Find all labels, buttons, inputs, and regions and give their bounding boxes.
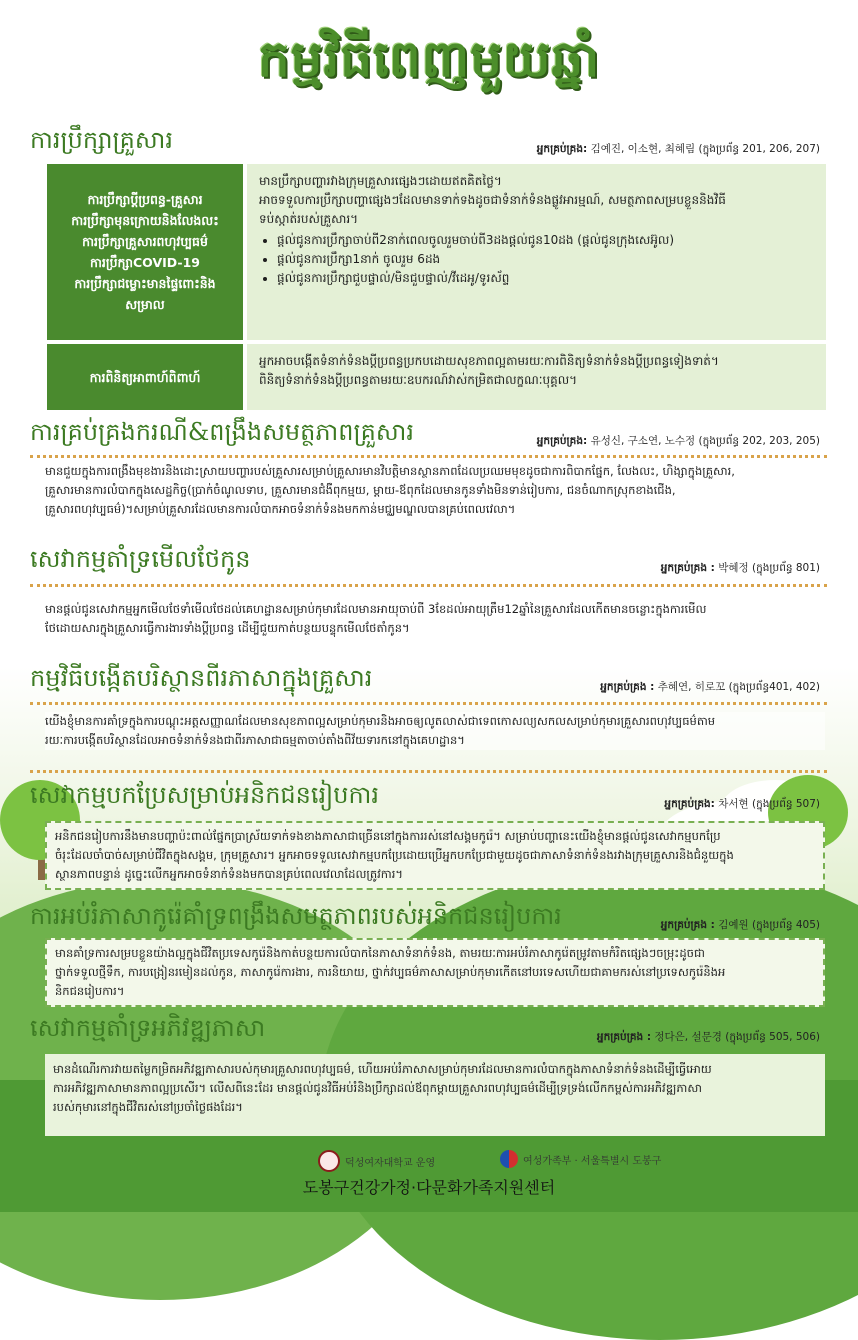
page-title: កម្មវិធីពេញមួយឆ្នាំ — [257, 29, 601, 88]
section-header-language-development — [30, 1012, 830, 1048]
row-content: អ្នកអាចបង្កើតទំនាក់ទំនងប្តីប្រពន្ធប្រកបដោយសុខភាពល្អតាមរយៈការពិនិត្យទំនាក់ទំនងប្តីប្រពន្ធទៀងទាត់។ ពិនិត្យទំនាក់ទំនងប្តីប្រពន្ធតាមរយៈឧបករណ៍វាស់កម្រិតជាលក្ខណៈបុគ្គល។ — [245, 342, 828, 412]
section-title: ការគ្រប់គ្រងករណី&ពង្រឹងសមត្ថភាពគ្រួសារ — [30, 418, 414, 446]
section-title: ការអប់រំភាសាកូរ៉េគាំទ្រពង្រឹងសមត្ថភាពរបស់អនិកជនរៀបការ — [30, 902, 562, 930]
taegeuk-icon — [500, 1150, 518, 1168]
section-header-translation-service — [30, 779, 830, 815]
section-title: សេវាកម្មតាំទ្រមើលថែកូន — [30, 545, 251, 573]
section-body: មានផ្តល់ជូនសេវាកម្មអ្នកមើលថែទាំមើលថែដល់គេហដ្ឋានសម្រាប់កុមារដែលមានអាយុចាប់ពី 3ខែដល់អាយុត្រឹម12ឆ្នាំនៃគ្រួសារដែលកើតមានចន្លោះក្នុងការមើល ថែដោយសារក្នុងគ្រួសារធ្វើការងារទាំងប្តីប្រពន្ធ ដើម្បីជួយកាត់បន្ថយបន្ទុកមើលថែតាំកូន។ — [45, 600, 825, 638]
section-body: មានគាំទ្រការសម្របខ្លួនយ៉ាងល្អក្នុងជីវិតប្រទេសកូរ៉េនិងកាត់បន្ថយការលំបាកនៃភាសាទំនាក់ទំនង, តាមរយៈការអប់រំភាសាកូរ៉េតម្រូវតាមកំរិតផ្សេងៗចម្រុះដូចជា ថ្នាក់ទទួលថ្មីទឹក, ការបង្រៀនរមៀនដល់កូន, ភាសាកូរ៉េការងារ, ការនិយាយ, ថ្នាក់វប្បធម៌ភាសាសម្រាប់កុមារកើតនៅបរទេសហើយជាគាមករស់នៅប្រទេសកូរ៉េនិងអ និកជនរៀបការ។ — [45, 938, 825, 1007]
row-content: មានប្រឹក្សាបញ្ហារវាងក្រុមគ្រួសារផ្សេងៗដោយឥតគិតថ្លៃ។ អាចទទួលការប្រឹក្សាបញ្ហាផ្សេងៗដែលមានទាក់ទងដូចជាទំនាក់ទំនងផ្លូវអារម្មណ៍, សមត្ថភាពសម្របខ្លួននិងវិធី ទប់ស្កាត់របស់គ្រួសារ។ • ផ្តល់ជូនការប្រឹក្សាចាប់ពី2នាក់ពេលចូលរួមចាប់ពី3ដងផ្តល់ជូន10ដង (ផ្តល់ជូនក្រុងសេអ៊ូល) • ផ្តល់ជូនការប្រឹក្សា1នាក់ ចូលរួម 6ដង • ផ្តល់ជូនការប្រឹក្សាជួបផ្ទាល់/មិនជួបផ្ទាល់/វីដេអូ/ទូរស័ព្ទ — [245, 162, 828, 342]
table-row — [45, 342, 828, 412]
dotted-divider — [30, 770, 827, 773]
list-item: • ផ្តល់ជូនការប្រឹក្សាចាប់ពី2នាក់ពេលចូលរួមចាប់ពី3ដងផ្តល់ជូន10ដង (ផ្តល់ជូនក្រុងសេអ៊ូល) — [277, 231, 814, 250]
section-title: ការប្រឹក្សាគ្រួសារ — [30, 126, 173, 154]
section-header-bilingual-program — [30, 662, 830, 698]
university-seal-icon — [318, 1150, 340, 1172]
section-header-childcare-support — [30, 543, 830, 579]
section-header-family-counseling — [30, 124, 830, 160]
section-body: មានដំណើរការវាយតម្លៃកម្រិតអភិវឌ្ឍភាសារបស់កុមារគ្រួសារពហុវប្បធម៌, ហើយអប់រំភាសាសម្រាប់កុមារដែលមានការលំបាកក្នុងភាសាទំនាក់ទំនងដើម្បីធ្វើអោយ ការអភិវឌ្ឍភាសាមានភាពល្អប្រសើរ។ លើសពីនេះដែរ មានផ្តល់ជូនវិធីអប់រំនិងប្រឹក្សាដល់ឪពុកម្តាយគ្រួសារពហុវប្បធម៌ដើម្បីទ្រទ្រង់លើកកម្ពស់ការអភិវឌ្ឍភាសា របស់កុមារនៅក្នុងជីវិតរស់នៅប្រចាំថ្ងៃផងដែរ។ — [45, 1054, 825, 1136]
section-title: សេវាកម្មបកប្រែសម្រាប់អនិកជនរៀបការ — [30, 781, 379, 809]
bullet-list — [259, 231, 814, 288]
row-label: ការប្រឹក្សាប្តីប្រពន្ធ-គ្រួសារ ការប្រឹក្សាមុនក្រោយនិងលែងលះ ការប្រឹក្សាគ្រួសារពហុវប្បធម៌ ការប្រឹក្សាCOVID-19 ការប្រឹក្សាជម្លោះមានផ្ទៃពោះនិង សម្រាល — [45, 162, 245, 342]
row-label: ការពិនិត្យអាពាហ៍ពិពាហ៍ — [45, 342, 245, 412]
manager-info: អ្នកគ្រប់គ្រង : 정다은, 설문경 (ក្នុងប្រព័ន្ធ 505, 506) — [596, 1031, 820, 1043]
dotted-divider — [30, 584, 827, 587]
manager-info: អ្នកគ្រប់គ្រង : 박혜정 (ក្នុងប្រព័ន្ធ 801) — [660, 562, 820, 574]
list-item: • ផ្តល់ជូនការប្រឹក្សា1នាក់ ចូលរួម 6ដង — [277, 250, 814, 269]
section-body: អនិកជនរៀបការនឹងមានបញ្ហាប៉ះពាល់ផ្នែកប្រាស្រ័យទាក់ទងខាងភាសាជាច្រើននៅក្នុងការរស់នៅសង្គមកូរ៉េ។ សម្រាប់បញ្ហានេះយើងខ្ញុំមានផ្តល់ជូនសេវាកម្មបកប្រែ ចំរុះដែលចាំបាច់សម្រាប់ជីវិតក្នុងសង្គម, ក្រុមគ្រួសារ។ អ្នកអាចទទួលសេវាកម្មបកប្រែដោយប្រើអ្នកបកប្រែជាមួយដូចជាភាសាទំនាក់ទំនងរវាងក្រុមគ្រួសារនិងជំនួយក្នុង ស្ថានភាពបន្ទាន់ ដូច្នេះលើកអ្នកអាចទំនាក់ទំនងមកបានគ្រប់ពេលវេលាដែលត្រូវការ។ — [45, 821, 825, 890]
duksung-logo: 덕성여자대학교 운영 — [318, 1150, 435, 1172]
section-header-korean-education — [30, 900, 830, 936]
section-title: សេវាកម្មតាំទ្រអភិវឌ្ឍភាសា — [30, 1014, 266, 1042]
list-item: • ផ្តល់ជូនការប្រឹក្សាជួបផ្ទាល់/មិនជួបផ្ទាល់/វីដេអូ/ទូរស័ព្ទ — [277, 269, 814, 288]
manager-info: អ្នកគ្រប់គ្រង : 추혜연, 히로꼬 (ក្នុងប្រព័ន្ធ401, 402) — [600, 681, 820, 693]
section-body: យើងខ្ញុំមានការគាំទ្រក្នុងការបណ្តុះអត្តសញ្ញាណដែលមានសុខភាពល្អសម្រាប់កុមារនិងអាចឲ្យលូតលាស់ជាទេពកោសល្យសកលសម្រាប់កុមារគ្រួសារពហុវប្បធម៌តាម រយៈការបង្កើតបរិស្ថានដែលអាចទំនាក់ទំនងជាពីរភាសាជាធម្មតាចាប់តាំងពីវ័យទារកនៅក្នុងគេហដ្ឋាន។ — [45, 712, 825, 750]
counseling-table — [45, 162, 828, 412]
ministry-logo: 여성가족부 · 서울특별시 도봉구 — [500, 1150, 661, 1168]
dotted-divider — [30, 702, 827, 705]
manager-info: អ្នកគ្រប់គ្រង: 유성신, 구소연, 노수정 (ក្នុងប្រព័ន្ធ 202, 203, 205) — [536, 435, 820, 447]
manager-info: អ្នកគ្រប់គ្រង: 차서현 (ក្នុងប្រព័ន្ធ 507) — [664, 798, 820, 810]
section-title: កម្មវិធីបង្កើតបរិស្ថានពីរភាសាក្នុងគ្រួសារ — [30, 664, 373, 692]
section-header-case-management — [30, 416, 830, 452]
manager-info: អ្នកគ្រប់គ្រង: 김예진, 이소현, 최혜림 (ក្នុងប្រព័ន្ធ 201, 206, 207) — [536, 143, 820, 155]
center-name: 도봉구건강가정·다문화가족지원센터 — [302, 1178, 556, 1197]
manager-info: អ្នកគ្រប់គ្រង : 김예원 (ក្នុងប្រព័ន្ធ 405) — [660, 919, 820, 931]
table-row — [45, 162, 828, 342]
section-body: មានជួយក្នុងការពង្រឹងមុខងារនិងដោះស្រាយបញ្ហារបស់គ្រួសារសម្រាប់គ្រួសារមានវិបត្តិមានស្ថានភាពដែលប្រឈមមុខដូចជាការពិបាកផ្នែក, លែងលះ, ហិង្សាក្នុងគ្រួសារ, គ្រួសារមានការលំបាកក្នុងសេដ្ឋកិច្ច(ប្រាក់ចំណូលទាប, គ្រួសារមានជំងឺពុកម្មយ, ម្តាយ-ឪពុកដែលមានកូនទាំងមិនទាន់រៀបការ, ជនចំណាកស្រុកខាងជើង, គ្រួសារពហុវប្បធម៌)។សម្រាប់គ្រួសារដែលមានការលំបាកអាចទំនាក់ទំនងមកកាន់មជ្ឈមណ្ឌលបានគ្រប់ពេលវេលា។ — [45, 462, 825, 519]
dotted-divider — [30, 455, 827, 458]
